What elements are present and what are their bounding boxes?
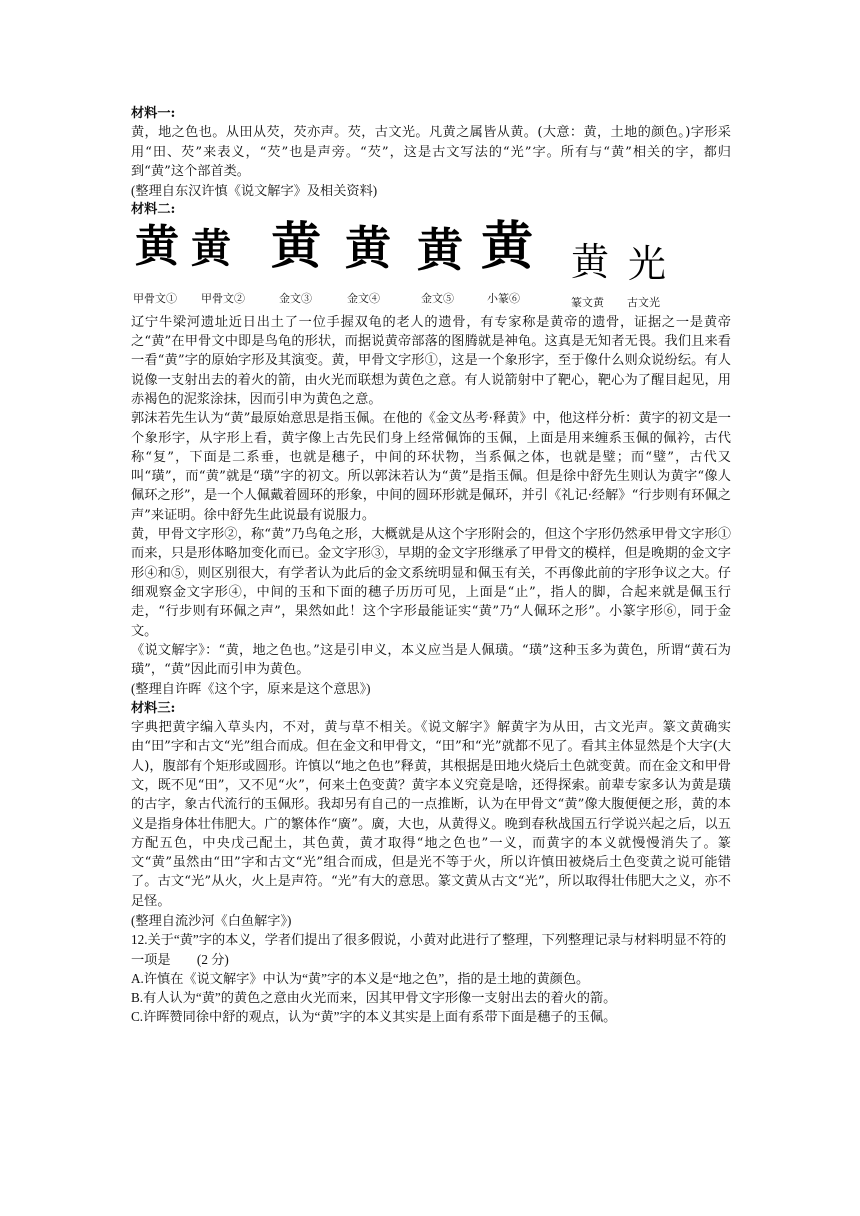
glyph-caption: 金文④ (347, 291, 380, 305)
material2-heading: 材料二: (131, 202, 176, 218)
material2-paragraph: 郭沫若先生认为“黄”最原始意思是指玉佩。在他的《金文丛考·释黄》中，他这样分析：黄字的初文是一个象形字，从字形上看，黄字像上古先民们身上经常佩饰的玉佩，上面是用来缠系玉佩的佩衿，古代称“复”，下面是二系垂，也就是穗子，中间的环状物，当系佩之体，也就是璧；而“璧”，古代又叫“璜”，而“黄”就是“璜”字的初文。所以郭沫若认为“黄”是指玉佩。但是徐中舒先生则认为黄字“像人佩环之形”，是一个人佩戴着圆环的形象，中间的圆环形就是佩环，并引《礼记·经解》“行步则有环佩之声”来证明。徐中舒先生此说最有说服力。 (131, 411, 731, 523)
material3-source: (整理自流沙河《白鱼解字》) (131, 912, 292, 928)
glyph-caption: 小篆⑥ (487, 291, 520, 305)
question-stem: 12.关于“黄”字的本义，学者们提出了很多假说，小黄对此进行了整理，下列整理记录与材料明显不符的一项是 (2 分) (131, 932, 727, 967)
material1-heading: 材料一: (131, 106, 176, 121)
glyph-bronze-3: 黄 (271, 216, 321, 275)
material2-source: (整理自许晖《这个字，原来是这个意思》) (131, 681, 371, 697)
glyph-caption: 古文光 (627, 295, 660, 309)
glyph-seal-6: 黄 (481, 216, 534, 277)
material3-heading: 材料三: (131, 700, 176, 716)
material2-paragraph: 辽宁牛梁河遗址近日出土了一位手握双龟的老人的遗骨，有专家称是黄帝的遗骨，证据之一是黄帝之“黄”在甲骨文中即是鸟龟的形状，而据说黄帝部落的图腾就是神龟。这真是无知者无畏。我们且来看一看“黄”字的原始字形及其演变。黄，甲骨文字形①，这是一个象形字，至于像什么则众说纷纭。有人说像一支射出去的着火的箭，由火光而联想为黄色之意。有人说箭射中了靶心，靶心为了醒目起见，用赤褐色的泥浆涂抹，因而引申为黄色之意。 (131, 314, 731, 407)
glyph-seal-huang: 黄 (571, 239, 610, 284)
glyph-bronze-5: 黄 (417, 222, 463, 277)
material1-source: (整理自东汉许慎《说文解字》及相关资料) (131, 183, 378, 199)
glyph-figure (131, 216, 731, 313)
material2-paragraph: 黄，甲骨文字形②，称“黄”乃鸟龟之形，大概就是从这个字形附会的，但这个字形仍然承甲骨文字形①而来，只是形体略加变化而已。金文字形③，早期的金文字形继承了甲骨文的模样，但是晚期的金文字形④和⑤，则区别很大，有学者认为此后的金文系统明显和佩玉有关，不再像此前的字形争议之大。仔细观察金文字形④，中间的玉和下面的穗子历历可见，上面是“止”，指人的脚，合起来就是佩玉行走，“行步则有环佩之声”，果然如此！这个字形最能证实“黄”乃“人佩环之形”。小篆字形⑥，同于金文。 (131, 527, 731, 639)
glyph-oracle-1: 黄 (135, 220, 179, 272)
glyph-caption: 篆文黄 (571, 295, 604, 309)
glyph-caption: 金文③ (279, 291, 312, 305)
glyph-caption: 甲骨文② (201, 291, 245, 305)
question-option-c[interactable]: C.许晖赞同徐中舒的观点，认为“黄”字的本义其实是上面有系带下面是穗子的玉佩。 (131, 1009, 617, 1025)
document-page (131, 104, 731, 1027)
material2-paragraph: 《说文解字》：“黄，地之色也。”这是引申义，本义应当是人佩璜。“璜”这种玉多为黄色，所谓“黄石为璜”，“黄”因此而引申为黄色。 (131, 642, 731, 678)
material1-text: 黄，地之色也。从田从芡，芡亦声。芡，古文光。凡黄之属皆从黄。(大意：黄，土地的颜色。)字形采用“田、芡”来表义，“芡”也是声旁。“芡”，这是古文写法的“光”字。所有与“黄”相关的字，都归到“黄”这个部首类。 (131, 125, 731, 179)
glyph-ancient-guang: 光 (628, 241, 667, 286)
glyph-caption: 甲骨文① (133, 291, 177, 305)
material3-text: 字典把黄字编入草头内，不对，黄与草不相关。《说文解字》解黄字为从田，古文光声。篆文黄确实由“田”字和古文“光”组合而成。但在金文和甲骨文，“田”和“光”就都不见了。看其主体显然是个大字(大人)，腹部有个矩形或圆形。许慎以“地之色也”释黄，其根据是田地火烧后土色就变黄。而在金文和甲骨文，既不见“田”，又不见“火”，何来土色变黄？黄字本义究竟是啥，还得探索。前辈专家多认为黄是璜的古字，象古代流行的玉佩形。我却另有自己的一点推断，认为在甲骨文“黄”像大腹便便之形，黄的本义是指身体壮伟肥大。广的繁体作“廣”。廣，大也，从黄得义。晚到春秋战国五行学说兴起之后，以五方配五色，中央戊己配土，其色黄，黄才取得“地之色也”一义，而黄字的本义就慢慢消失了。篆文“黄”虽然由“田”字和古文“光”组合而成，但是光不等于火，所以许慎田被烧后土色变黄之说可能错了。古文“光”从火，火上是声符。“光”有大的意思。篆文黄从古文“光”，所以取得壮伟肥大之义，亦不足怪。 (131, 720, 731, 909)
question-option-b[interactable]: B.有人认为“黄”的黄色之意由火光而来，因其甲骨文字形像一支射出去的着火的箭。 (131, 990, 617, 1006)
glyph-caption: 金文⑤ (421, 291, 454, 305)
question-option-a[interactable]: A.许慎在《说文解字》中认为“黄”字的本义是“地之色”，指的是土地的黄颜色。 (131, 970, 590, 986)
glyph-oracle-2: 黄 (191, 225, 231, 272)
glyph-bronze-4: 黄 (345, 220, 391, 275)
